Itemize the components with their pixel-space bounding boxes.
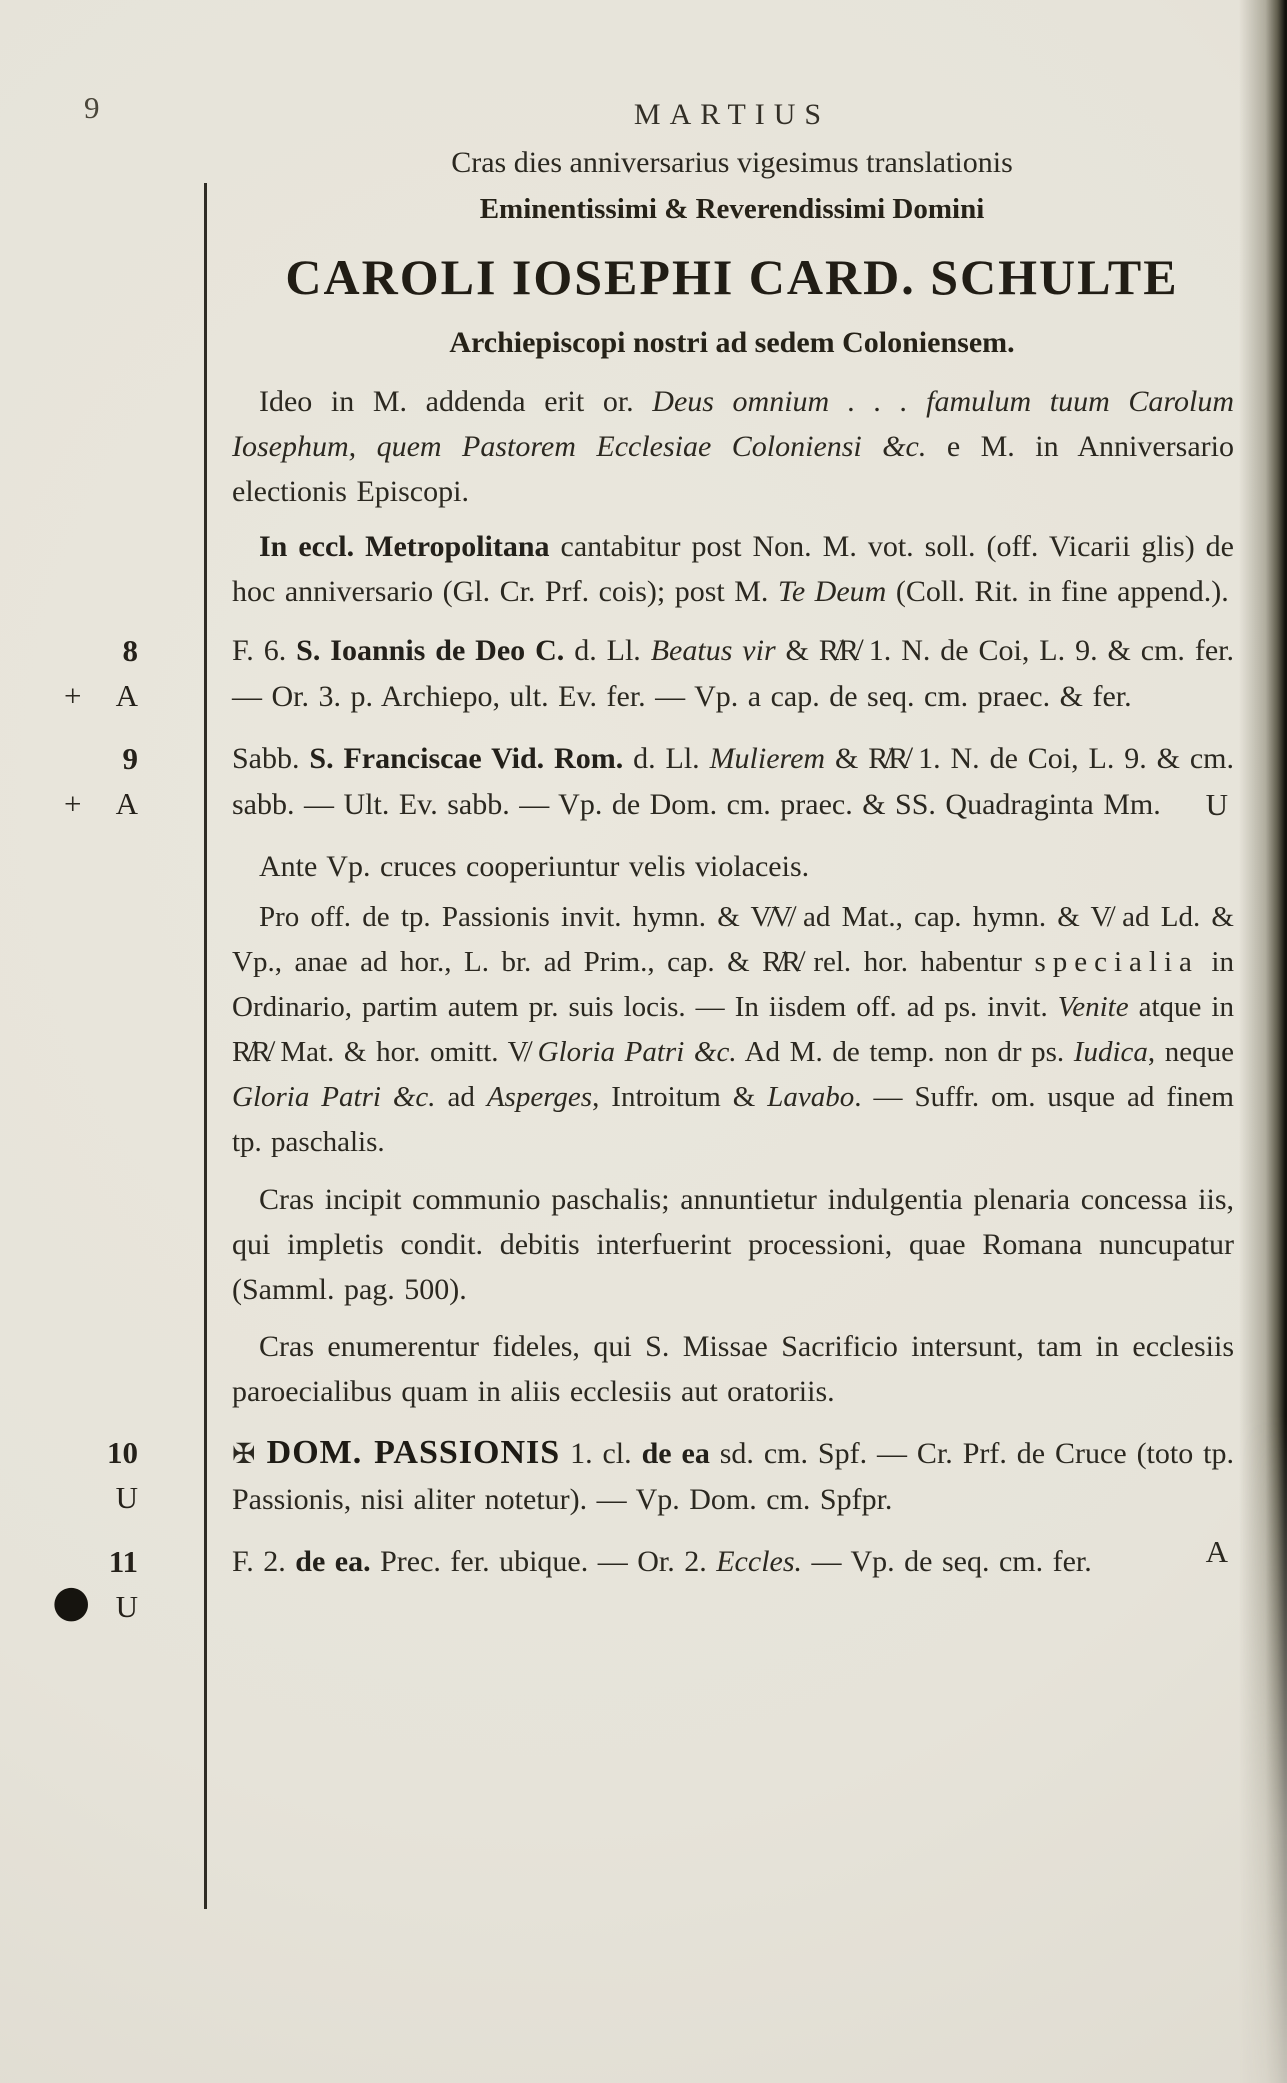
entry-gutter — [0, 1539, 232, 1627]
margin-letter-trailing: A — [1205, 1534, 1228, 1569]
letter-mark: U — [115, 1480, 138, 1515]
entry-gutter — [0, 628, 232, 720]
entry-text-body: F. 2. de ea. Prec. fer. ubique. — Or. 2. Eccles. — Vp. de seq. cm. fer. — [232, 1545, 1092, 1578]
day-number: 11 — [108, 1544, 138, 1579]
entry-gutter — [0, 1430, 232, 1523]
new-moon-icon: ● — [52, 1576, 91, 1627]
cardinal-name-title: CAROLI IOSEPHI CARD. SCHULTE — [285, 249, 1179, 305]
announcement-line-2: Eminentissimi & Reverendissimi Domini — [479, 193, 985, 225]
rubric-cras-fideles: Cras enumerentur fideles, qui S. Missae Sacrificio intersunt, tam in ecclesiis paroecialibus quam in aliis ecclesiis aut oratoriis. — [232, 1330, 1234, 1408]
letter-mark: A — [115, 678, 138, 713]
calendar-entry-day-9 — [0, 736, 1260, 828]
entry-text: F. 6. S. Ioannis de Deo C. d. Ll. Beatus vir & R̸R̸ 1. N. de Coi, L. 9. & cm. fer. — Or. 3. p. Archiepo, ult. Ev. fer. — Vp. a cap. de seq. cm. praec. & fer. — [232, 634, 1234, 713]
paragraph-ideo: Ideo in M. addenda erit or. Deus omnium . . . famulum tuum Carolum Iosephum, quem Pastorem Ecclesiae Coloniensi &c. e M. in Anniversario electionis Episcopi. — [232, 385, 1234, 508]
announcement-subtitle: Archiepiscopi nostri ad sedem Coloniensem. — [449, 326, 1015, 359]
day-number: 8 — [122, 633, 138, 668]
rubric-ante-vp: Ante Vp. cruces cooperiuntur velis violaceis. — [259, 850, 810, 883]
entry-text-body: Sabb. S. Franciscae Vid. Rom. d. Ll. Mulierem & R̸R̸ 1. N. de Coi, L. 9. & cm. sabb. — Ult. Ev. sabb. — Vp. de Dom. cm. praec. & SS. Quadraginta Mm. — [232, 742, 1234, 821]
entry-text — [232, 736, 1234, 828]
calendar-entry-day-10 — [0, 1430, 1260, 1523]
rubric-pro-officio: Pro off. de tp. Passionis invit. hymn. & V̸V̸ ad Mat., cap. hymn. & V̸ ad Ld. & Vp., anae ad hor., L. br. ad Prim., cap. & R̸R̸ rel. hor. habentur specialia in Ordinario, partim autem pr. suis locis. — In iisdem off. ad ps. invit. Venite atque in R̸R̸ Mat. & hor. omitt. V̸ Gloria Patri &c. Ad M. de temp. non dr ps. Iudica, neque Gloria Patri &c. ad Asperges, Introitum & Lavabo. — Suffr. om. usque ad finem tp. paschalis. — [232, 901, 1235, 1158]
plus-mark-icon: + — [64, 786, 82, 821]
plus-mark-icon: + — [64, 678, 82, 713]
calendar-entry-day-11 — [0, 1534, 1260, 1627]
letter-mark: U — [115, 1589, 138, 1624]
entry-gutter — [0, 736, 232, 828]
letter-mark: A — [115, 786, 138, 821]
calendar-entry-day-8 — [0, 628, 1260, 720]
page-edge-shadow — [1239, 0, 1287, 2083]
month-header: MARTIUS — [633, 98, 831, 131]
margin-letter-trailing: U — [1205, 787, 1228, 822]
entry-text: ✠ DOM. PASSIONIS 1. cl. de ea sd. cm. Spf. — Cr. Prf. de Cruce (toto tp. Passionis, nisi aliter notetur). — Vp. Dom. cm. Spfpr. — [232, 1434, 1234, 1516]
announcement-line-1: Cras dies anniversarius vigesimus translationis — [451, 146, 1013, 179]
entry-text — [232, 1534, 1234, 1585]
page-number: 9 — [84, 90, 100, 125]
day-number: 9 — [122, 741, 138, 776]
day-number: 10 — [107, 1435, 138, 1470]
rubric-cras-communio: Cras incipit communio paschalis; annuntietur indulgentia plenaria concessa iis, qui impletis condit. debitis interfuerint processioni, quae Romana nuncupatur (Samml. pag. 500). — [232, 1183, 1234, 1306]
paragraph-metropolitana: In eccl. Metropolitana cantabitur post Non. M. vot. soll. (off. Vicarii glis) de hoc anniversario (Gl. Cr. Prf. cois); post M. Te Deum (Coll. Rit. in fine append.). — [232, 530, 1234, 608]
